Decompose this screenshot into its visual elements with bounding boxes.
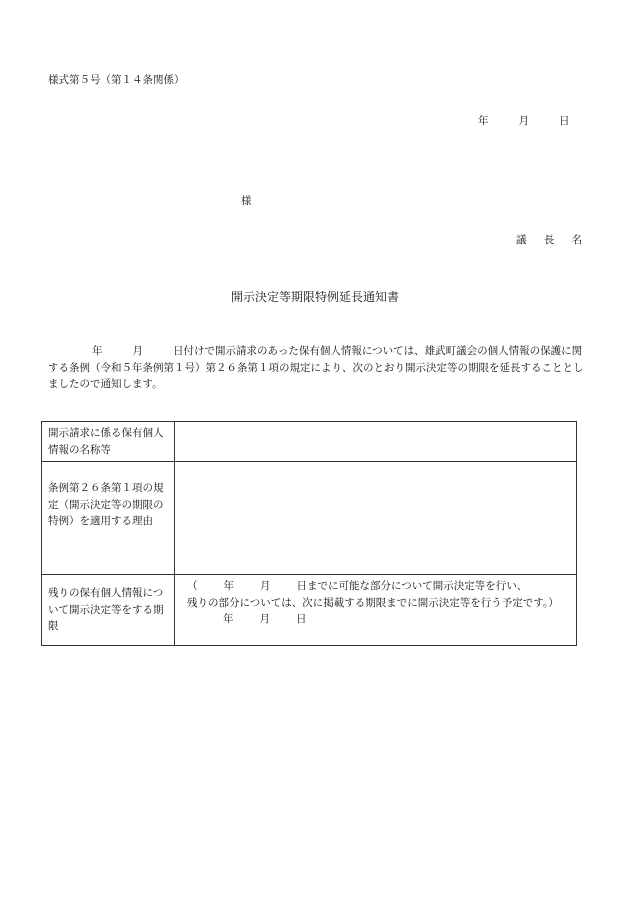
deadline-text <box>181 578 570 628</box>
info-table <box>41 421 577 646</box>
addressee: 様 <box>241 195 252 207</box>
deadline-year: 年 <box>223 580 234 592</box>
table-row <box>42 462 577 575</box>
body-text: 日付けで開示請求のあった保有個人情報については、雄武町議会の個人情報の保護に関する条例（令和５年条例第１号）第２６条第１項の規定により、次のとおり開示決定等の期限を延長することとしましたので通知します。 <box>48 345 584 390</box>
deadline-line2: 残りの部分については、次に掲載する期限までに開示決定等を行う予定です。） <box>187 596 559 609</box>
date-day: 日 <box>559 115 570 127</box>
row3-label: 残りの保有個人情報について開示決定等をする期限 <box>42 575 175 646</box>
final-day: 日 <box>296 613 307 625</box>
final-date <box>187 613 307 625</box>
open-paren: （ <box>187 580 198 592</box>
final-year: 年 <box>223 613 234 625</box>
table-row <box>42 575 577 646</box>
final-month: 月 <box>259 613 270 625</box>
row1-value <box>175 422 577 462</box>
body-paragraph <box>48 343 588 393</box>
chairman-name: 議 長 名 <box>516 234 590 246</box>
table-row <box>42 422 577 462</box>
body-year: 年 <box>92 345 103 357</box>
form-number: 様式第５号（第１４条関係） <box>48 74 185 86</box>
document-title: 開示決定等期限特例延長通知書 <box>230 290 399 304</box>
row3-value <box>175 575 577 646</box>
issue-date <box>478 113 570 128</box>
deadline-month: 月 <box>260 580 271 592</box>
row2-label: 条例第２６条第１項の規定（開示決定等の期限の特例）を適用する理由 <box>42 462 175 575</box>
row1-label: 開示請求に係る保有個人情報の名称等 <box>42 422 175 462</box>
deadline-line1: 日までに可能な部分について開示決定等を行い、 <box>296 580 528 592</box>
row2-value <box>175 462 577 575</box>
body-month: 月 <box>132 345 143 357</box>
date-year: 年 <box>478 115 489 127</box>
date-month: 月 <box>518 115 529 127</box>
